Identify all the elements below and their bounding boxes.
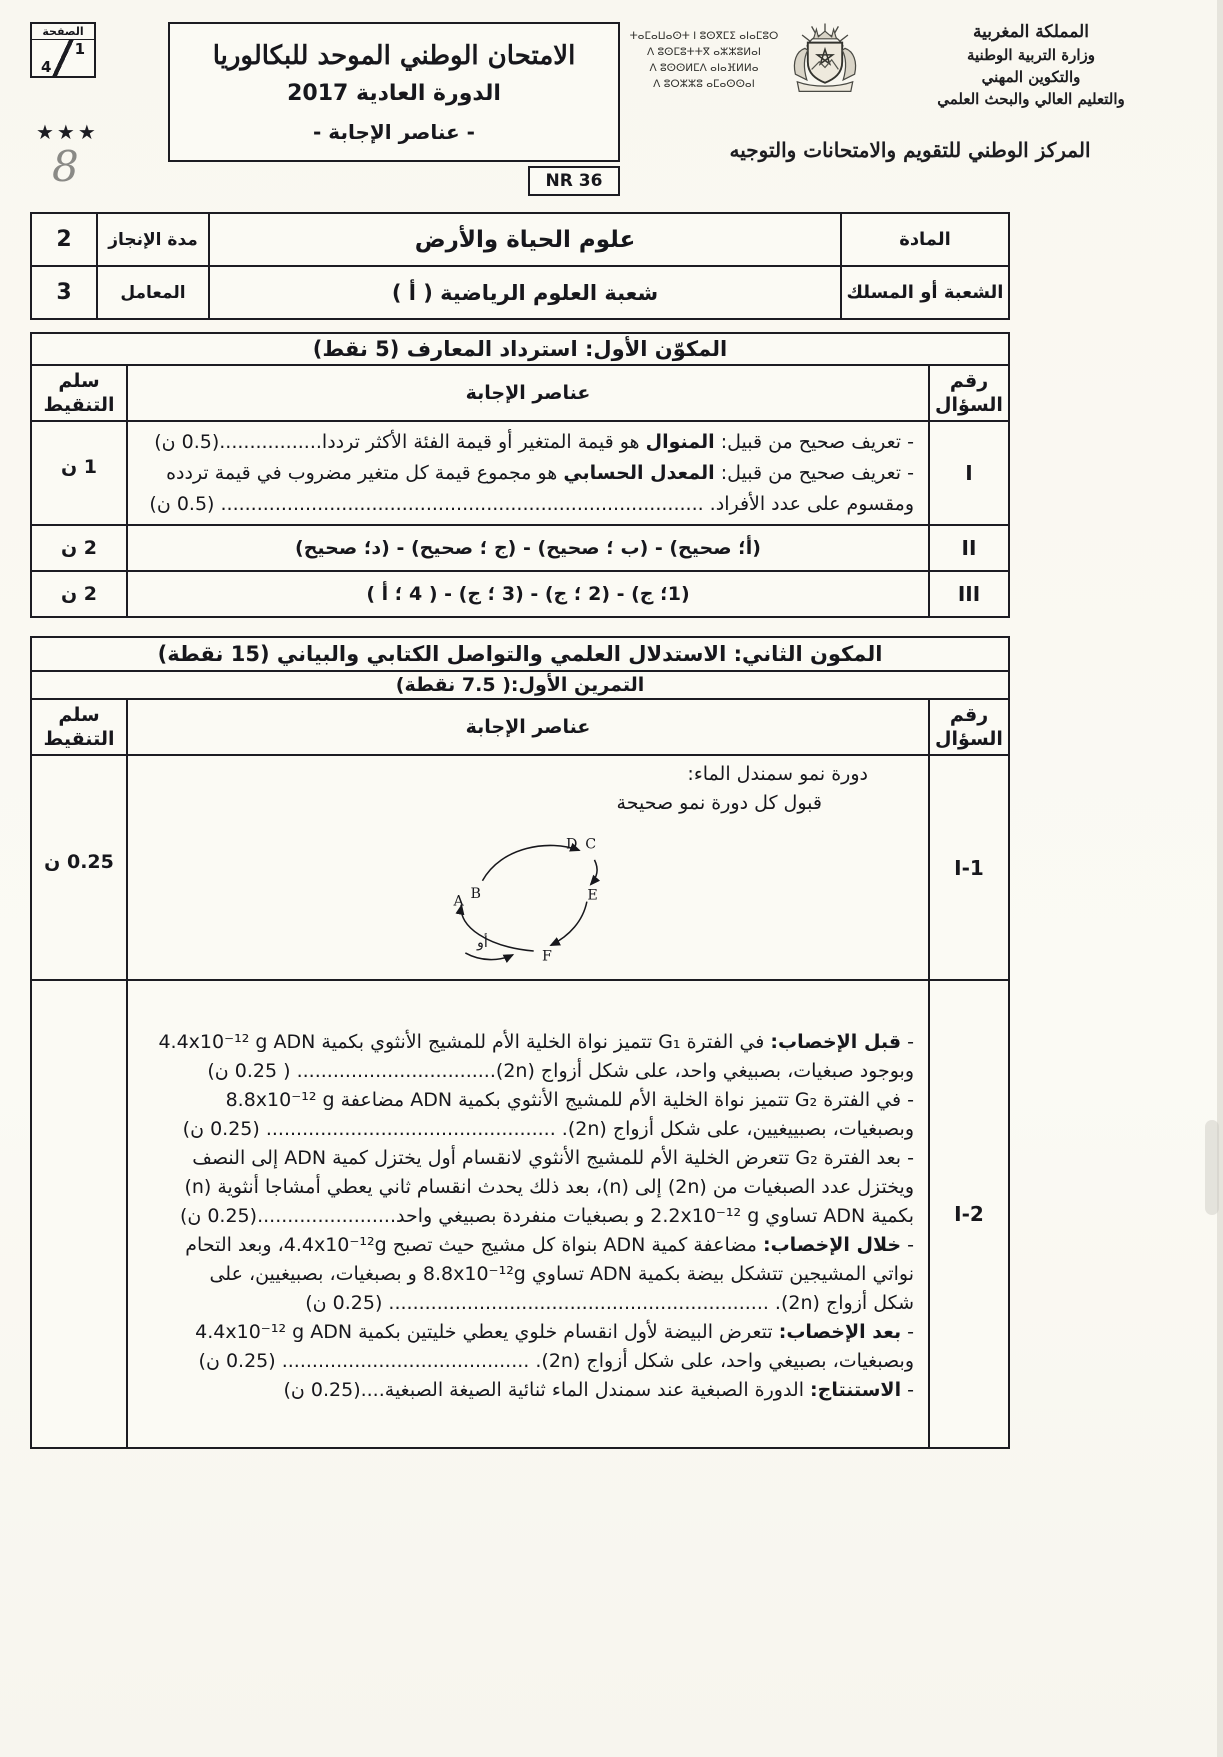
answer-text: - تعريف صحيح من قبيل:: [714, 461, 914, 484]
col-question-number: رقم السؤال: [929, 365, 1009, 421]
page-total: 4: [41, 58, 52, 76]
question-number: II: [929, 525, 1009, 571]
duration-value: 2: [31, 213, 97, 266]
table-header-row: [31, 699, 1009, 755]
answer-line: ومقسوم على عدد الأفراد. ................................................................................ (0.5 ن): [149, 492, 914, 515]
question-number: III: [929, 571, 1009, 617]
answer-text: - تعريف صحيح من قبيل:: [714, 430, 914, 453]
answer-text: -: [901, 1030, 914, 1053]
tifinagh-line: ⴷ ⵓⵙⵙⵍⵎⴷ ⴰⵏⴰⴼⵍⵍⴰ: [649, 62, 759, 74]
section2-answer-table: [30, 698, 1010, 1449]
exam-title: الامتحان الوطني الموحد للبكالوريا: [212, 41, 576, 71]
answer-term: المعدل الحسابي: [563, 461, 715, 484]
score-value: 0.25 ن: [31, 755, 127, 980]
ministry-line: والتعليم العالي والبحث العلمي: [937, 90, 1125, 108]
answer-line: - في الفترة G₂ تتميز نواة الخلية الأم للمشيج الأنثوي بكمية ADN مضاعفة 8.8x10⁻¹² g: [225, 1088, 914, 1111]
diagram-label-a: A: [453, 893, 464, 910]
answer-line: [142, 427, 914, 458]
col-answer-elements: عناصر الإجابة: [127, 699, 929, 755]
answer-term: الاستنتاج:: [810, 1378, 902, 1401]
page-number: 1: [74, 40, 85, 58]
answer-cell: (أ؛ صحيح) - (ب ؛ صحيح) - (ج ؛ صحيح) - (د؛ صحيح): [127, 525, 929, 571]
answer-text: في الفترة G₁ تتميز نواة الخلية الأم للمشيج الأنثوي بكمية 4.4x10⁻¹² g ADN: [158, 1030, 771, 1053]
subject-name: علوم الحياة والأرض: [209, 213, 841, 266]
answer-row: [31, 571, 1009, 617]
section2-title: المكون الثاني: الاستدلال العلمي والتواصل الكتابي والبياني (15 نقطة): [30, 636, 1010, 672]
answer-line: وبوجود صبغيات، بصبيغي واحد، على شكل أزواج (2n)................................. ( 0.25 ن): [207, 1059, 914, 1082]
section1-title: المكوّن الأول: استرداد المعارف (5 نقط): [30, 332, 1010, 366]
exam-code-badge: NR 36: [528, 166, 620, 196]
growth-cycle-diagram: [142, 820, 914, 975]
answer-term: خلال الإخصاب:: [762, 1233, 902, 1256]
ministry-line: والتكوين المهني: [981, 68, 1081, 86]
page-number-box: [30, 22, 96, 78]
answer-row: [31, 980, 1009, 1448]
answer-text: الدورة الصبغية عند سمندل الماء ثنائية الصيغة الصبغية....(0.25 ن): [283, 1378, 811, 1401]
page-label: الصفحة: [32, 24, 94, 40]
diagram-label-d: D: [565, 836, 578, 853]
question-number: 1-I: [929, 755, 1009, 980]
col-score-scale: سلم التنقيط: [31, 699, 127, 755]
scan-edge-artifact: [1217, 0, 1223, 1757]
duration-label: مدة الإنجاز: [97, 213, 209, 266]
tifinagh-ministry-text: [628, 28, 780, 92]
score-value: 1 ن: [31, 421, 127, 525]
answer-line: بكمية ADN تساوي 2.2x10⁻¹² g و بصبغيات منفردة بصبيغي واحد.......................(0.25 ن): [179, 1204, 914, 1227]
answer-term: بعد الإخصاب:: [778, 1320, 902, 1343]
diagram-label-c: C: [585, 836, 597, 853]
answer-line: [142, 1231, 914, 1260]
table-row: [31, 213, 1009, 266]
answer-row: [31, 421, 1009, 525]
exam-subtitle: - عناصر الإجابة -: [313, 120, 475, 144]
ministry-line: وزارة التربية الوطنية: [966, 46, 1095, 64]
answer-text: تتعرض البيضة لأول انقسام خلوي يعطي خليتين بكمية 4.4x10⁻¹² g ADN: [195, 1320, 779, 1343]
score-cell-empty: [31, 980, 127, 1448]
tifinagh-line: ⴷ ⵓⵔⵣⵣⵓ ⴰⵎⴰⵙⵙⴰⵏ: [653, 78, 755, 90]
answer-line: نواتي المشيجين تتشكل بيضة بكمية ADN تساوي 8.8x10⁻¹²g و بصبغيات، بصبيغيين، على: [209, 1262, 914, 1285]
answer-text: مضاعفة كمية ADN بنواة كل مشيج حيث تصبح 4.4x10⁻¹²g، وبعد التحام: [185, 1233, 763, 1256]
stars-mark: ★★★: [36, 120, 99, 144]
coat-of-arms-icon: [782, 16, 868, 96]
answer-line: وبصبغيات، بصبيغي واحد، على شكل أزواج (2n). ......................................... (0.25 ن): [198, 1349, 914, 1372]
score-value: 2 ن: [31, 525, 127, 571]
branch-field-label: الشعبة أو المسلك: [841, 266, 1009, 319]
answer-cell: [127, 421, 929, 525]
col-question-number: رقم السؤال: [929, 699, 1009, 755]
section1-answer-table: [30, 364, 1010, 618]
evaluation-center-name: المركز الوطني للتقويم والامتحانات والتوجيه: [729, 138, 1091, 162]
diagram-label-b: B: [470, 885, 482, 902]
answer-line: ويختزل عدد الصبغيات من (2n) إلى (n)، بعد ذلك يحدث انقسام ثاني يعطي أمشاجا أنثوية (n): [184, 1175, 914, 1198]
tifinagh-line: ⴷ ⵓⵙⵎⵓⵜⵜⴳ ⴰⵣⵣⵓⵍⴰⵏ: [647, 46, 761, 58]
coefficient-label: المعامل: [97, 266, 209, 319]
col-answer-elements: عناصر الإجابة: [127, 365, 929, 421]
ministry-heading: [872, 20, 1190, 110]
table-row: [31, 266, 1009, 319]
answer-cell: (1؛ ج) - (2 ؛ ج) - (3 ؛ ج) - ( 4 ؛ أ ): [127, 571, 929, 617]
exam-session: الدورة العادية 2017: [287, 81, 501, 106]
answer-line: شكل أزواج (2n). ............................................................... (0.25 ن): [305, 1291, 914, 1314]
branch-name: شعبة العلوم الرياضية ( أ ): [209, 266, 841, 319]
col-score-scale: سلم التنقيط: [31, 365, 127, 421]
diagram-label-f: F: [542, 948, 552, 965]
handwritten-mark: 8: [52, 142, 79, 191]
answer-text: -: [901, 1320, 914, 1343]
coefficient-value: 3: [31, 266, 97, 319]
answer-row: [31, 525, 1009, 571]
answer-line: [142, 1028, 914, 1057]
diagram-caption: دورة نمو سمندل الماء:: [687, 763, 868, 785]
diagram-note: قبول كل دورة نمو صحيحة: [616, 792, 822, 814]
subject-field-label: المادة: [841, 213, 1009, 266]
answer-text: -: [901, 1378, 914, 1401]
diagram-label-e: E: [587, 887, 598, 904]
subject-info-table: [30, 212, 1010, 320]
answer-term: المنوال: [645, 430, 715, 453]
question-number: 2-I: [929, 980, 1009, 1448]
answer-cell: [127, 755, 929, 980]
answer-text: هو مجموع قيمة كل متغير مضروب في قيمة تردده: [166, 461, 564, 484]
answer-line: [142, 1376, 914, 1405]
tifinagh-line: ⵜⴰⵎⴰⵡⴰⵙⵜ ⵏ ⵓⵙⴳⵎⵉ ⴰⵏⴰⵎⵓⵔ: [629, 30, 779, 42]
exercise1-title: التمرين الأول:( 7.5 نقطة): [30, 670, 1010, 700]
answer-text: -: [901, 1233, 914, 1256]
kingdom-name: المملكة المغربية: [973, 22, 1089, 42]
score-value: 2 ن: [31, 571, 127, 617]
answer-cell: [127, 980, 929, 1448]
answer-line: وبصبغيات، بصبييغيين، على شكل أزواج (2n). ................................................ (0.25 ن): [182, 1117, 914, 1140]
exam-title-box: [168, 22, 620, 162]
answer-line: [142, 1318, 914, 1347]
answer-text: هو قيمة المتغير أو قيمة الفئة الأكثر ترددا.................(0.5 ن): [154, 430, 646, 453]
table-header-row: [31, 365, 1009, 421]
answer-term: قبل الإخصاب:: [770, 1030, 902, 1053]
question-number: I: [929, 421, 1009, 525]
answer-line: - بعد الفترة G₂ تتعرض الخلية الأم للمشيج الأنثوي لانقسام أول يختزل كمية ADN إلى النصف: [192, 1146, 914, 1169]
diagram-label-or: أو: [477, 935, 488, 952]
answer-line: [142, 458, 914, 489]
page-fraction: [32, 40, 94, 76]
answer-row: [31, 755, 1009, 980]
scan-smudge-artifact: [1205, 1120, 1219, 1215]
cycle-diagram-icon: [358, 820, 698, 970]
